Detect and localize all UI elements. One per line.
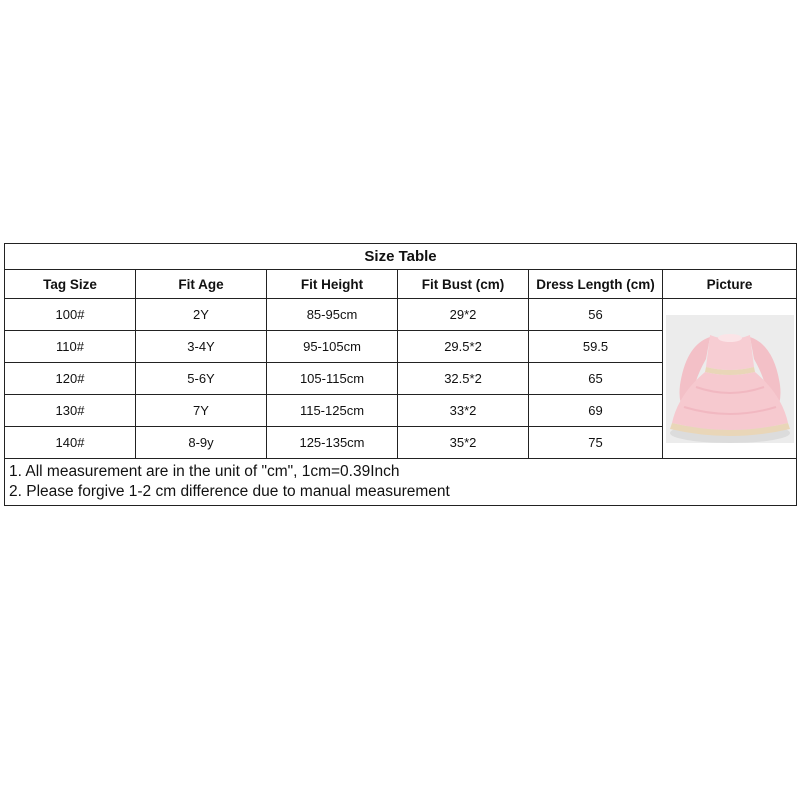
note-difference: 2. Please forgive 1-2 cm difference due to manual measurement (9, 483, 450, 500)
cell-fit-age: 3-4Y (136, 331, 267, 363)
cell-fit-age: 2Y (136, 299, 267, 331)
size-chart (4, 243, 796, 506)
cell-fit-bust: 29*2 (398, 299, 529, 331)
notes-cell (5, 459, 797, 506)
cell-tag-size: 110# (5, 331, 136, 363)
cell-fit-height: 85-95cm (267, 299, 398, 331)
header-fit-bust: Fit Bust (cm) (398, 270, 529, 299)
picture-cell (663, 299, 797, 459)
cell-fit-age: 5-6Y (136, 363, 267, 395)
cell-fit-bust: 29.5*2 (398, 331, 529, 363)
cell-fit-height: 115-125cm (267, 395, 398, 427)
cell-tag-size: 100# (5, 299, 136, 331)
header-fit-age: Fit Age (136, 270, 267, 299)
pink-dress-photo (666, 315, 794, 443)
table-title: Size Table (5, 244, 797, 270)
cell-fit-age: 7Y (136, 395, 267, 427)
cell-fit-bust: 33*2 (398, 395, 529, 427)
cell-fit-height: 105-115cm (267, 363, 398, 395)
cell-tag-size: 130# (5, 395, 136, 427)
header-dress-length: Dress Length (cm) (529, 270, 663, 299)
note-unit: 1. All measurement are in the unit of "cm", 1cm=0.39Inch (9, 463, 400, 480)
cell-dress-length: 65 (529, 363, 663, 395)
cell-dress-length: 69 (529, 395, 663, 427)
cell-dress-length: 59.5 (529, 331, 663, 363)
cell-tag-size: 140# (5, 427, 136, 459)
table-row (5, 299, 797, 331)
header-tag-size: Tag Size (5, 270, 136, 299)
cell-fit-age: 8-9y (136, 427, 267, 459)
cell-fit-bust: 32.5*2 (398, 363, 529, 395)
header-row (5, 270, 797, 299)
cell-dress-length: 56 (529, 299, 663, 331)
cell-fit-height: 125-135cm (267, 427, 398, 459)
header-fit-height: Fit Height (267, 270, 398, 299)
cell-dress-length: 75 (529, 427, 663, 459)
cell-fit-bust: 35*2 (398, 427, 529, 459)
size-table (4, 243, 797, 506)
header-picture: Picture (663, 270, 797, 299)
cell-fit-height: 95-105cm (267, 331, 398, 363)
cell-tag-size: 120# (5, 363, 136, 395)
